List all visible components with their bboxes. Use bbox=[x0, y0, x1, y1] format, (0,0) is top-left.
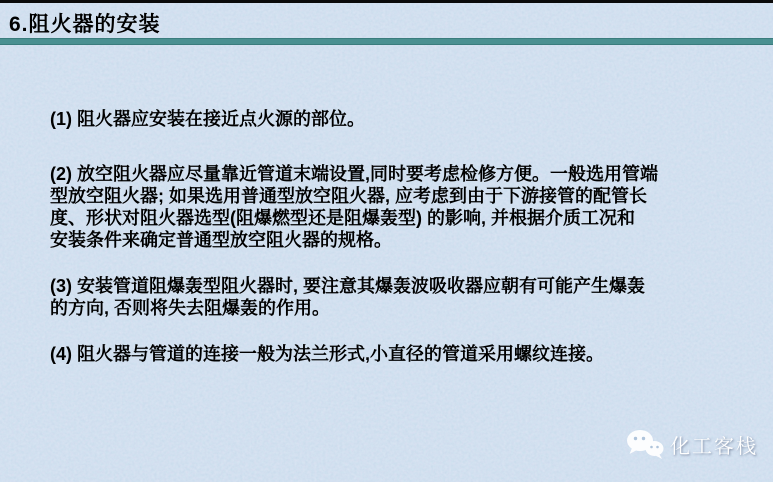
text-line: 的方向, 否则将失去阻爆轰的作用。 bbox=[50, 298, 331, 318]
title-divider-bar bbox=[0, 38, 773, 45]
text-line: 型放空阻火器; 如果选用普通型放空阻火器, 应考虑到由于下游接管的配管长 bbox=[50, 186, 647, 206]
wechat-icon bbox=[626, 428, 664, 460]
watermark-text: 化工客栈 bbox=[670, 435, 758, 458]
page-title: 6.阻火器的安装 bbox=[9, 13, 161, 36]
paragraph-2 bbox=[50, 163, 658, 251]
text-line: (1) 阻火器应安装在接近点火源的部位。 bbox=[50, 109, 365, 129]
text-line: 度、形状对阻火器选型(阻爆燃型还是阻爆轰型) 的影响, 并根据介质工况和 bbox=[50, 208, 635, 228]
slide-body bbox=[50, 108, 658, 365]
watermark bbox=[626, 428, 758, 460]
text-line: (3) 安装管道阻爆轰型阻火器时, 要注意其爆轰波吸收器应朝有可能产生爆轰 bbox=[50, 276, 645, 296]
text-line: (2) 放空阻火器应尽量靠近管道末端设置,同时要考虑检修方便。一般选用管端 bbox=[50, 164, 658, 184]
paragraph-1 bbox=[50, 108, 658, 130]
paragraph-4 bbox=[50, 343, 658, 365]
paragraph-3 bbox=[50, 275, 658, 319]
text-line: (4) 阻火器与管道的连接一般为法兰形式,小直径的管道采用螺纹连接。 bbox=[50, 344, 604, 364]
top-border-line bbox=[0, 0, 773, 3]
text-line: 安装条件来确定普通型放空阻火器的规格。 bbox=[50, 230, 392, 250]
